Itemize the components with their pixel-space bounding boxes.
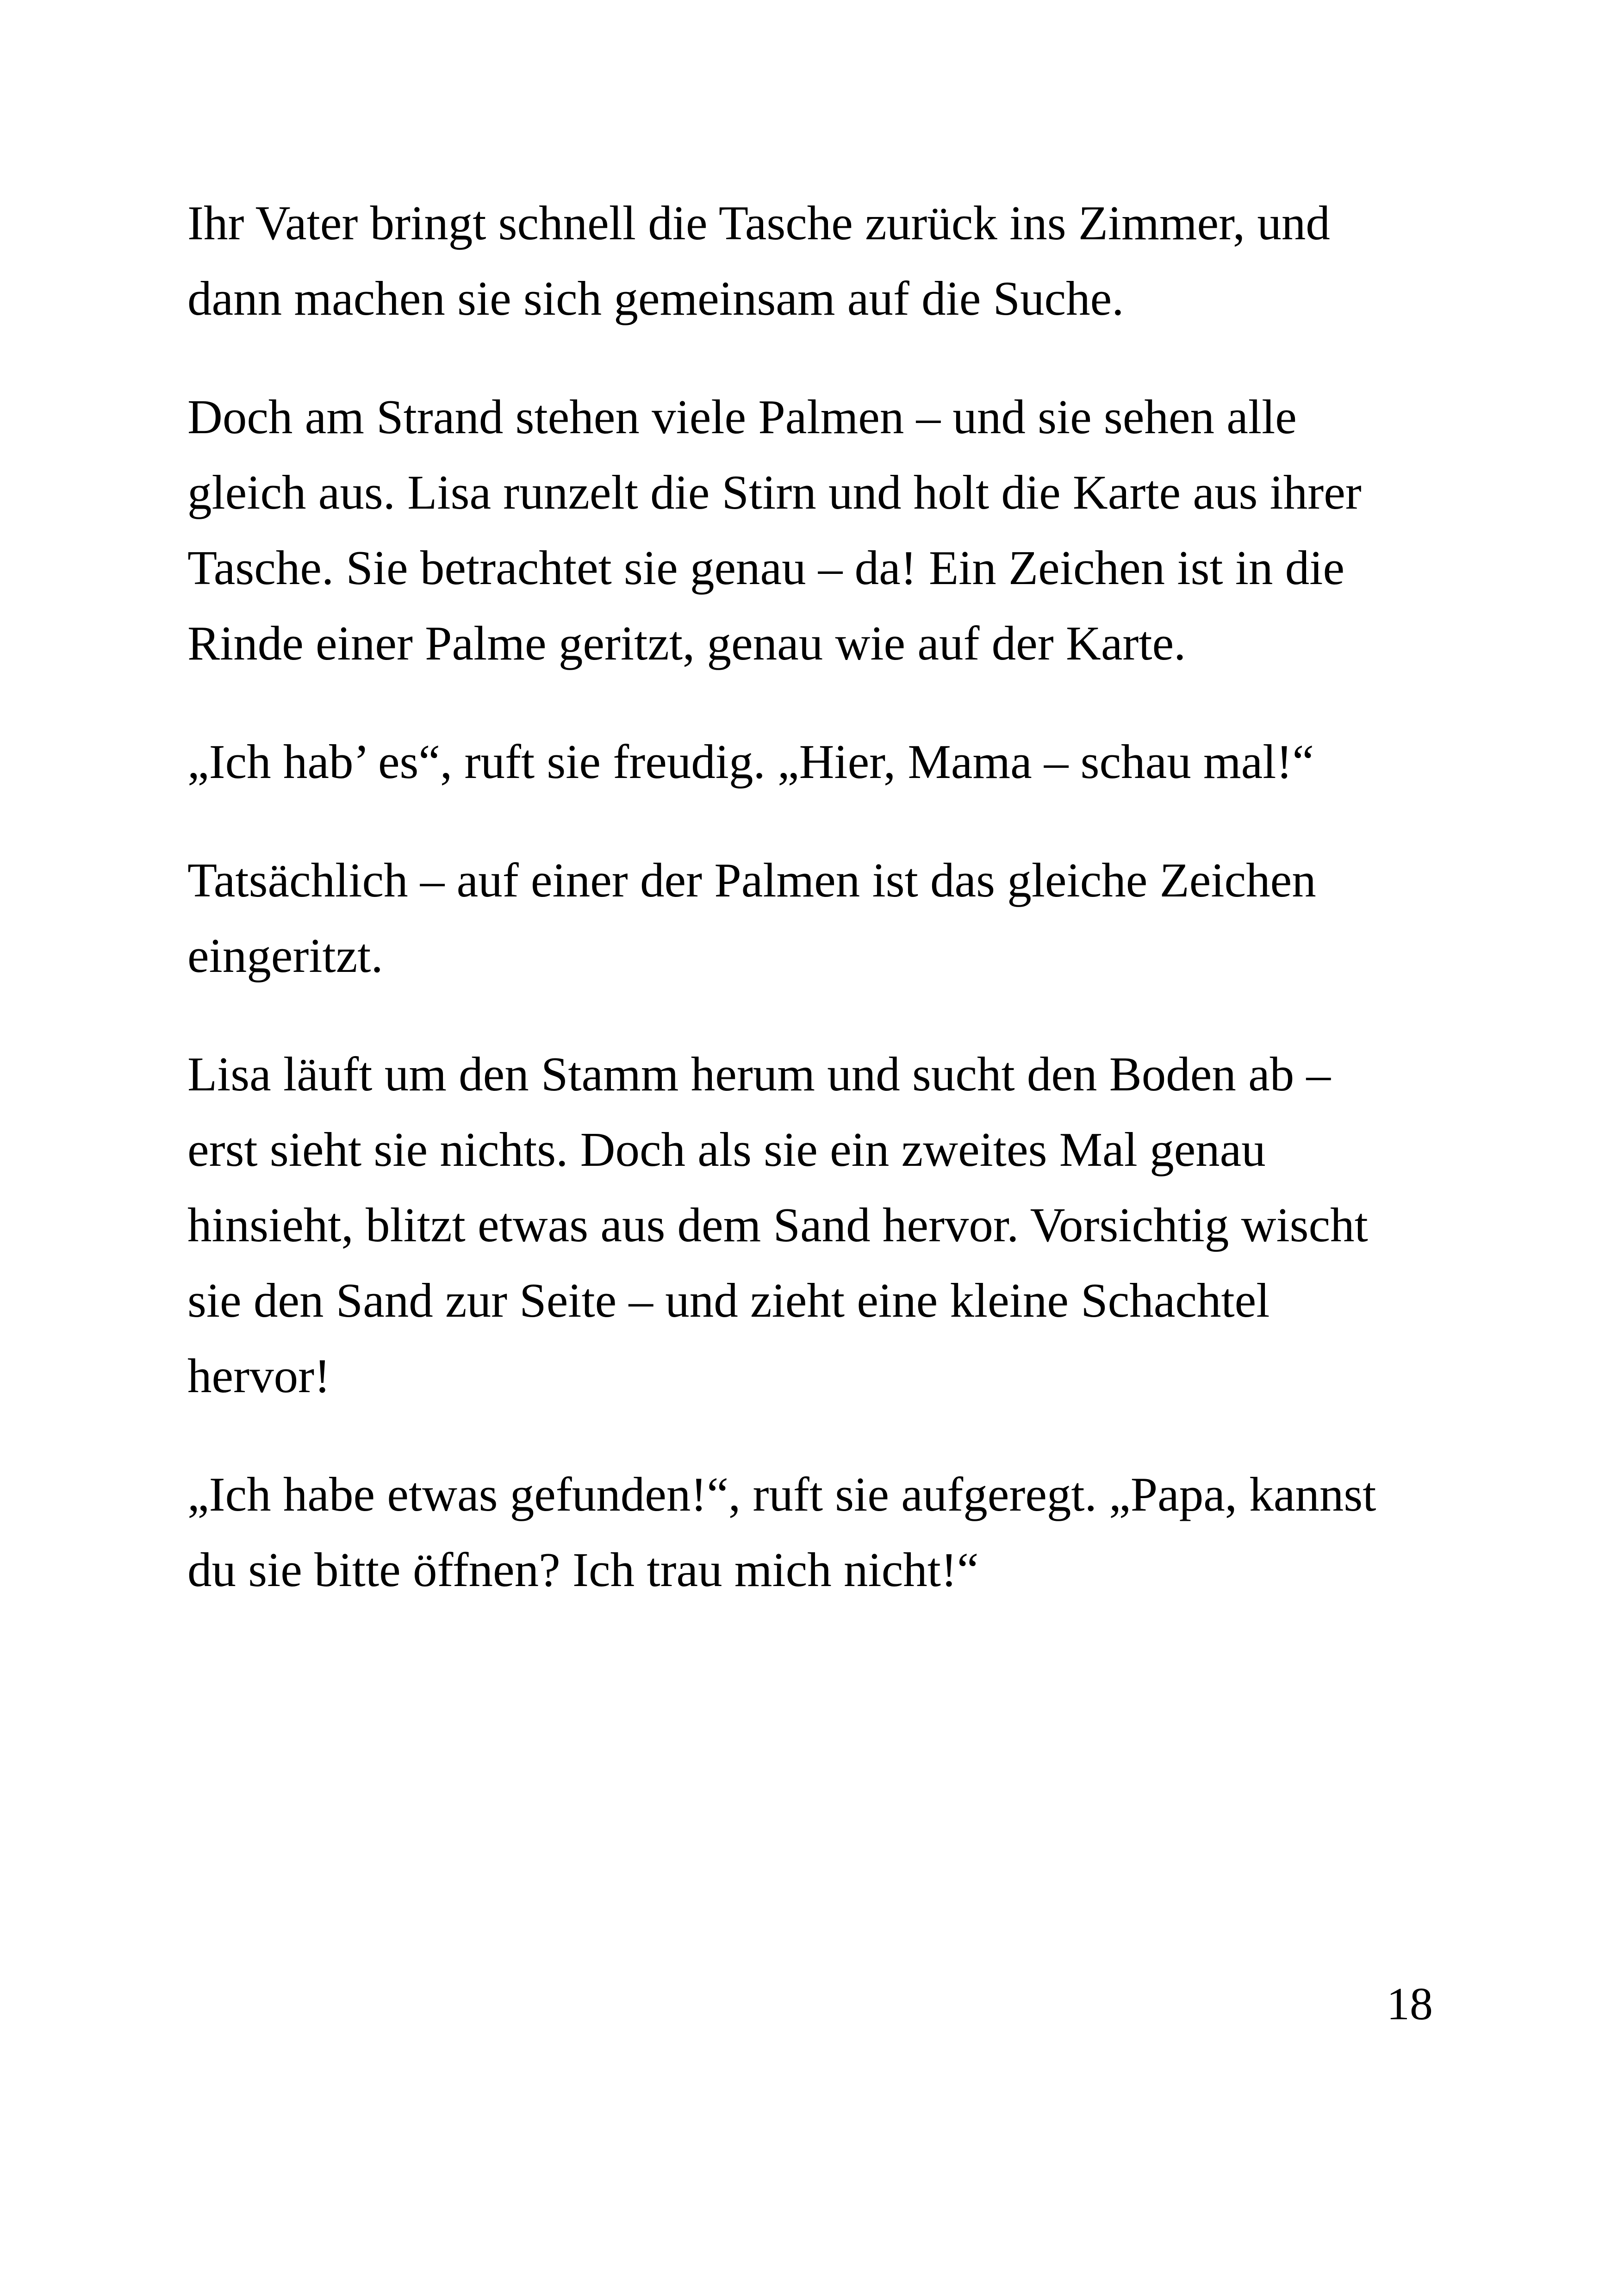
page-number: 18 (1387, 1978, 1433, 2029)
text-line: Rinde einer Palme geritzt, genau wie auf der Karte. (187, 616, 1186, 670)
text-line: sie den Sand zur Seite – und zieht eine kleine Schachtel (187, 1273, 1270, 1327)
paragraph-2 (187, 379, 1451, 681)
text-line: „Ich hab’ es“, ruft sie freudig. „Hier, Mama – schau mal!“ (187, 734, 1314, 789)
text-line: dann machen sie sich gemeinsam auf die Suche. (187, 271, 1124, 325)
paragraph-3 (187, 724, 1451, 799)
paragraph-6 (187, 1456, 1451, 1607)
text-line: Tasche. Sie betrachtet sie genau – da! Ein Zeichen ist in die (187, 541, 1345, 595)
text-line: gleich aus. Lisa runzelt die Stirn und holt die Karte aus ihrer (187, 465, 1362, 519)
text-line: hervor! (187, 1349, 331, 1403)
text-line: erst sieht sie nichts. Doch als sie ein zweites Mal genau (187, 1122, 1266, 1176)
text-line: hinsieht, blitzt etwas aus dem Sand hervor. Vorsichtig wischt (187, 1198, 1368, 1252)
text-line: Lisa läuft um den Stamm herum und sucht den Boden ab – (187, 1047, 1331, 1101)
paragraph-4 (187, 842, 1451, 993)
text-line: du sie bitte öffnen? Ich trau mich nicht!“ (187, 1543, 979, 1597)
text-line: Tatsächlich – auf einer der Palmen ist das gleiche Zeichen (187, 853, 1316, 907)
text-line: Doch am Strand stehen viele Palmen – und sie sehen alle (187, 390, 1297, 444)
body-text (187, 185, 1451, 1650)
text-line: „Ich habe etwas gefunden!“, ruft sie aufgeregt. „Papa, kannst (187, 1467, 1376, 1521)
paragraph-5 (187, 1036, 1451, 1413)
text-line: Ihr Vater bringt schnell die Tasche zurück ins Zimmer, und (187, 196, 1330, 250)
paragraph-1 (187, 185, 1451, 336)
text-line: eingeritzt. (187, 928, 383, 983)
